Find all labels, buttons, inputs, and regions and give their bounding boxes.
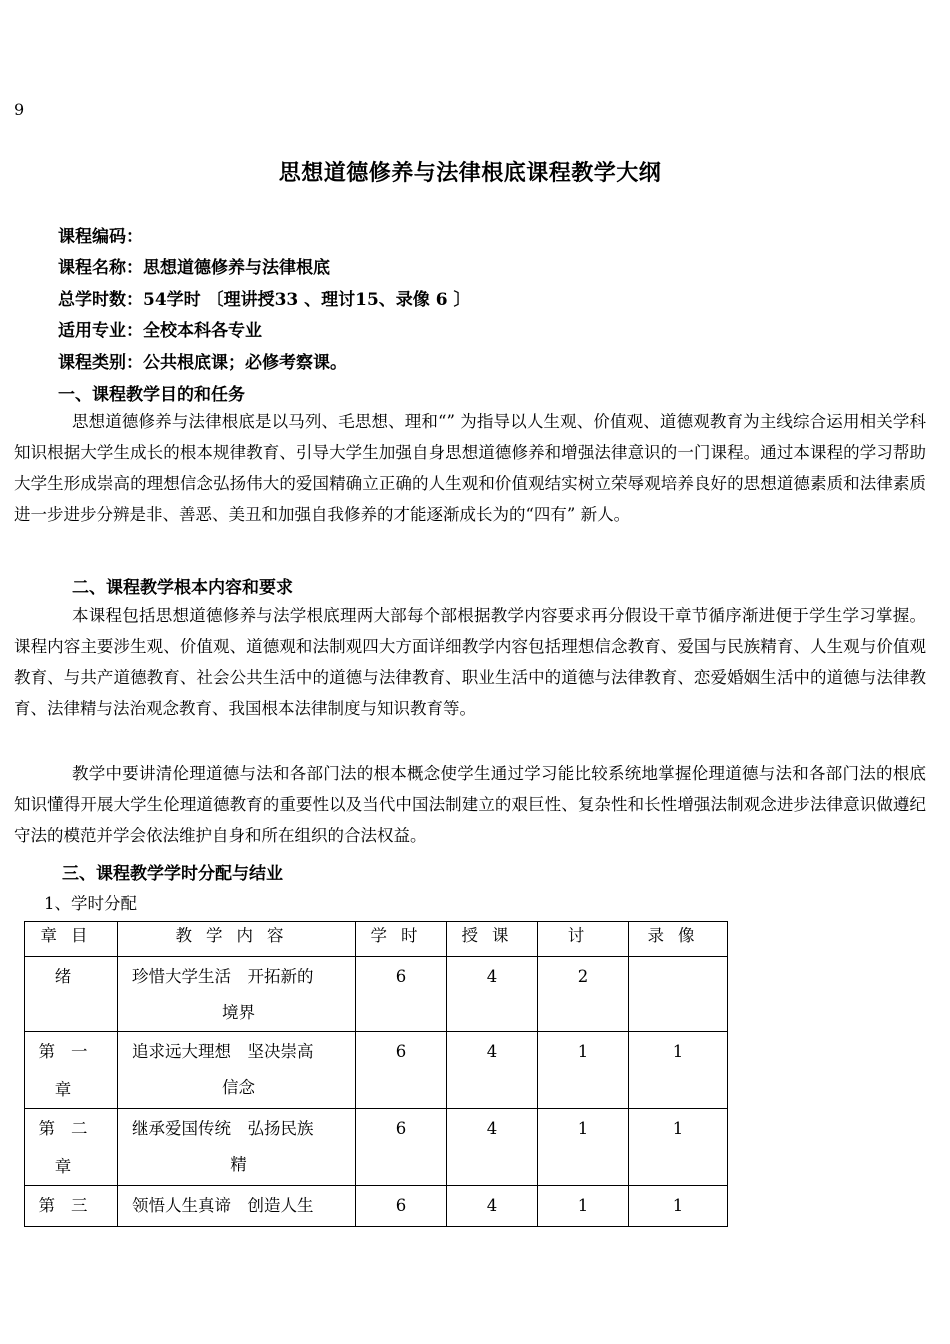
hours-cell: 6 (395, 967, 407, 986)
table-row (25, 1109, 728, 1186)
chapter-line2 (25, 995, 117, 997)
category-value: 公共根底课；必修考察课。 (143, 353, 347, 373)
content-line2: 境界 (222, 1003, 255, 1022)
category-line (58, 348, 347, 373)
discussion-cell: 2 (577, 967, 589, 986)
section2-paragraph1: 本课程包括思想道德修养与法学根底理两大部每个部根据教学内容要求再分假设干章节循序渐进便于学生学习掌握。课程内容主要涉生观、价值观、道德观和法制观四大方面详细教学内容包括理想信念教育、爱国与民族精育、人生观与价值观教育、与共产道德教育、社会公共生活中的道德与法律教育、职业生活中的道德与法律教育、恋爱婚姻生活中的道德与法律教育、法律精与法治观念教育、我国根本法律制度与知识教育等。 (14, 606, 926, 718)
table-row (25, 1186, 728, 1227)
lecture-cell: 4 (486, 1119, 498, 1138)
chapter-line1: 绪 (54, 967, 88, 986)
header-discussion: 讨 (538, 922, 629, 957)
content-cell (118, 1109, 356, 1186)
course-name-label: 课程名称： (58, 258, 143, 278)
header-content: 教学内容 (118, 922, 356, 957)
content-line1: 领悟人生真谛 创造人生 (132, 1196, 314, 1215)
section2-paragraph2: 教学中要讲清伦理道德与法和各部门法的根本概念使学生通过学习能比较系统地掌握伦理道德与法和各部门法的根底知识懂得开展大学生伦理道德教育的重要性以及当代中国法制建立的艰巨性、复杂性和长性增强法制观念进步法律意识做遵纪守法的模范并学会依法维护自身和所在组织的合法权益。 (14, 764, 926, 845)
section3-heading: 三、课程教学学时分配与结业 (62, 864, 283, 884)
video-cell: 1 (672, 1196, 684, 1215)
hours-cell: 6 (395, 1196, 407, 1215)
content-line1: 珍惜大学生活 开拓新的 (132, 967, 314, 986)
course-code-label: 课程编码： (58, 227, 143, 247)
chapter-line1: 第三 (38, 1196, 104, 1215)
content-line1: 继承爱国传统 弘扬民族 (132, 1119, 314, 1138)
document-title: 思想道德修养与法律根底课程教学大纲 (278, 160, 662, 186)
category-label: 课程类别： (58, 353, 143, 373)
header-lecture: 授课 (447, 922, 538, 957)
content-line2: 信念 (222, 1078, 255, 1097)
chapter-cell (25, 1186, 118, 1227)
discussion-cell: 1 (577, 1042, 589, 1061)
lecture-cell: 4 (486, 1042, 498, 1061)
content-line2: 精 (230, 1155, 247, 1174)
section1-paragraph: 思想道德修养与法律根底是以马列、毛思想、理和“” 为指导以人生观、价值观、道德观教育为主线综合运用相关学科知识根据大学生成长的根本规律教育、引导大学生加强自身思想道德修养和增强法律意识的一门课程。通过本课程的学习帮助大学生形成崇高的理想信念弘扬伟大的爱国精确立正确的人生观和价值观结实树立荣辱观培养良好的思想道德素质和法律素质进一步进步分辨是非、善恶、美丑和加强自我修养的才能逐渐成长为的“四有” 新人。 (14, 412, 926, 524)
content-cell (118, 1032, 356, 1109)
table-header-row (25, 922, 728, 957)
hours-allocation-subheading: 1、学时分配 (44, 894, 137, 913)
chapter-line2: 章 (54, 1080, 88, 1099)
hours-cell: 6 (395, 1042, 407, 1061)
chapter-line1: 第二 (38, 1119, 104, 1138)
discussion-cell: 1 (577, 1196, 589, 1215)
course-name-line (58, 253, 330, 278)
section2-heading: 二、课程教学根本内容和要求 (72, 578, 293, 598)
header-hours: 学时 (356, 922, 447, 957)
header-video: 录像 (629, 922, 728, 957)
discussion-cell: 1 (577, 1119, 589, 1138)
chapter-line2: 章 (54, 1157, 88, 1176)
course-code-line (58, 222, 143, 247)
total-hours-line (58, 285, 470, 310)
chapter-cell (25, 1109, 118, 1186)
chapter-line1: 第一 (38, 1042, 104, 1061)
lecture-cell: 4 (486, 1196, 498, 1215)
content-cell (118, 957, 356, 1032)
course-name-value: 思想道德修养与法律根底 (143, 258, 330, 278)
chapter-line2 (25, 1224, 117, 1226)
video-cell: 1 (672, 1042, 684, 1061)
major-line (58, 316, 262, 341)
table-row (25, 957, 728, 1032)
section1-heading: 一、课程教学目的和任务 (58, 385, 245, 405)
total-hours-label: 总学时数： (58, 290, 143, 310)
chapter-cell (25, 1032, 118, 1109)
total-hours-value: 54学时 〔理讲授33 、理讨15、录像 6 〕 (143, 290, 471, 310)
header-chapter: 章目 (25, 922, 118, 957)
video-cell (629, 957, 727, 959)
lecture-cell: 4 (486, 967, 498, 986)
major-label: 适用专业： (58, 321, 143, 341)
major-value: 全校本科各专业 (143, 321, 262, 341)
hours-table (24, 921, 728, 1227)
table-row (25, 1032, 728, 1109)
content-line1: 追求远大理想 坚决崇高 (132, 1042, 314, 1061)
content-cell (118, 1186, 356, 1227)
video-cell: 1 (672, 1119, 684, 1138)
chapter-cell (25, 957, 118, 1032)
page-number: 9 (14, 100, 25, 119)
hours-cell: 6 (395, 1119, 407, 1138)
